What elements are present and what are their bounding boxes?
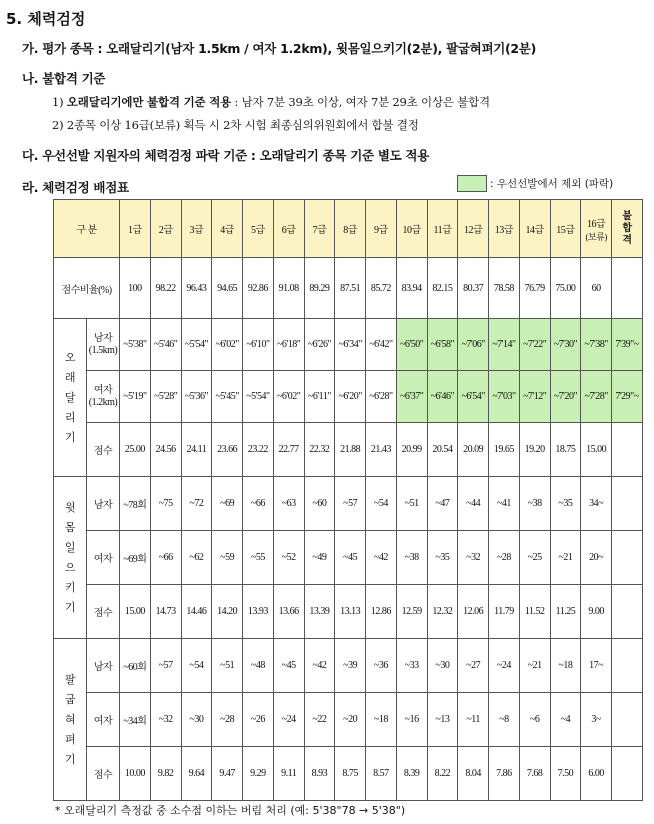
ratio-cell: 94.65 [212,258,243,319]
run-male-label-line: (1.5km) [88,344,118,356]
situp-male-cell: ~41 [489,477,520,531]
situp-male-cell: ~51 [396,477,427,531]
grade16-label: 16급 [587,218,606,230]
run-female-cell: ~7'12" [519,371,550,423]
situp-score-cell: 14.20 [212,585,243,639]
header-grade: 6급 [273,200,304,258]
run-female-cell: ~6'46" [427,371,458,423]
run-score-cell: 20.09 [458,423,489,477]
run-female-cell: ~6'02" [273,371,304,423]
header-fail [612,200,643,258]
ratio-cell [612,258,643,319]
situp-male-cell: ~63 [273,477,304,531]
run-label-char: 리 [64,411,76,424]
pushup-female-cell: ~28 [212,693,243,747]
pushup-label-char: 굽 [64,693,76,706]
ratio-label: 점수비율(%) [54,258,120,319]
header-grade: 15급 [550,200,581,258]
run-female-cell: ~5'36" [181,371,212,423]
pushup-male-cell [612,639,643,693]
pushup-male-cell: ~27 [458,639,489,693]
run-male-cell: ~6'50" [396,319,427,371]
pushup-female-cell: ~11 [458,693,489,747]
pushup-female-cell: ~18 [366,693,397,747]
pushup-score-cell: 9.47 [212,747,243,801]
run-male-cell: ~7'30" [550,319,581,371]
header-grade: 12급 [458,200,489,258]
run-male-cell: ~7'38" [581,319,612,371]
pushup-label-char: 기 [64,753,76,766]
run-female-cell: 7'29"~ [612,371,643,423]
run-score-cell: 15.00 [581,423,612,477]
situp-male-cell: ~66 [243,477,274,531]
section-ra: 라. 체력검정 배점표 [22,180,129,195]
run-label-char: 기 [64,431,76,444]
section-na-title: 나. 불합격 기준 [22,71,106,86]
pushup-score-cell: 9.11 [273,747,304,801]
pushup-male-cell: ~57 [150,639,181,693]
ratio-cell: 98.22 [150,258,181,319]
ratio-cell: 91.08 [273,258,304,319]
run-male-cell: ~7'14" [489,319,520,371]
pushup-female-cell: ~20 [335,693,366,747]
situp-female-cell: ~25 [519,531,550,585]
pushup-score-cell: 8.04 [458,747,489,801]
situp-female-cell: ~62 [181,531,212,585]
run-female-cell: ~6'11" [304,371,335,423]
situp-female-cell: ~59 [212,531,243,585]
run-male-label [87,319,120,371]
situp-female-cell: ~66 [150,531,181,585]
situp-score-label: 점수 [87,585,120,639]
situp-label-char: 기 [64,601,76,614]
section-da: 다. 우선선발 지원자의 체력검정 파락 기준 : 오래달리기 종목 기준 별도 적용 [22,148,429,163]
run-group-label [54,319,87,477]
pushup-score-cell: 7.68 [519,747,550,801]
header-grade: 7급 [304,200,335,258]
situp-male-cell: ~44 [458,477,489,531]
pushup-male-cell: ~51 [212,639,243,693]
pushup-male-cell: ~45 [273,639,304,693]
pushup-male-cell: ~39 [335,639,366,693]
run-score-cell: 19.65 [489,423,520,477]
grade16-sub: (보류) [585,231,607,242]
run-female-cell: ~6'20" [335,371,366,423]
situp-male-cell: ~78회 [120,477,151,531]
run-female-label-line: (1.2km) [88,396,118,408]
situp-female-cell: ~55 [243,531,274,585]
header-grade: 1급 [120,200,151,258]
pushup-score-cell: 8.39 [396,747,427,801]
situp-male-cell: ~60 [304,477,335,531]
situp-male-cell: ~69 [212,477,243,531]
legend-swatch [457,175,487,192]
header-grade: 10급 [396,200,427,258]
situp-female-cell: ~49 [304,531,335,585]
situp-male-cell: ~57 [335,477,366,531]
situp-male-cell: ~75 [150,477,181,531]
score-table [53,199,643,801]
situp-female-cell: ~28 [489,531,520,585]
ratio-cell: 89.29 [304,258,335,319]
situp-score-cell: 9.00 [581,585,612,639]
pushup-female-cell: ~4 [550,693,581,747]
header-grade: 5급 [243,200,274,258]
pushup-male-cell: ~60회 [120,639,151,693]
situp-score-cell: 13.39 [304,585,335,639]
situp-label-char: 키 [64,581,76,594]
pushup-group-label [54,639,87,801]
run-score-cell: 20.54 [427,423,458,477]
page-title: 5. 체력검정 [6,10,86,28]
situp-male-cell: 34~ [581,477,612,531]
na-item-2 [52,117,419,133]
pushup-female-cell: ~34회 [120,693,151,747]
pushup-female-cell: ~13 [427,693,458,747]
situp-male-cell: ~35 [550,477,581,531]
pushup-male-cell: ~18 [550,639,581,693]
situp-score-cell: 13.66 [273,585,304,639]
situp-male-cell: ~38 [519,477,550,531]
run-female-cell: ~5'19" [120,371,151,423]
pushup-male-cell: ~42 [304,639,335,693]
na-item-1-num: 1) [52,95,64,109]
run-male-cell: ~6'34" [335,319,366,371]
legend-text: : 우선선발에서 제외 (파락) [490,178,614,190]
situp-score-cell: 12.86 [366,585,397,639]
ratio-cell: 80.37 [458,258,489,319]
situp-female-cell: ~21 [550,531,581,585]
run-male-cell: ~6'18" [273,319,304,371]
run-female-cell: ~5'54" [243,371,274,423]
pushup-score-cell: 10.00 [120,747,151,801]
run-score-cell: 22.77 [273,423,304,477]
header-grade: 4급 [212,200,243,258]
pushup-female-label: 여자 [87,693,120,747]
situp-female-cell [612,531,643,585]
pushup-female-cell: 3~ [581,693,612,747]
ratio-cell: 92.86 [243,258,274,319]
run-female-cell: ~5'28" [150,371,181,423]
header-grade: 2급 [150,200,181,258]
situp-label-char: 윗 [64,501,76,514]
fail-char: 불 [622,210,632,222]
header-grade: 11급 [427,200,458,258]
situp-female-cell: ~42 [366,531,397,585]
pushup-score-label: 점수 [87,747,120,801]
na-item-1-text: : 남자 7분 39초 이상, 여자 7분 29초 이상은 불합격 [231,95,490,109]
situp-score-cell: 14.46 [181,585,212,639]
situp-female-cell: ~32 [458,531,489,585]
ratio-cell: 83.94 [396,258,427,319]
situp-female-cell: ~52 [273,531,304,585]
situp-female-label: 여자 [87,531,120,585]
run-female-cell: ~6'28" [366,371,397,423]
run-male-label-line: 남자 [93,332,113,344]
pushup-score-cell: 8.75 [335,747,366,801]
run-score-cell: 21.88 [335,423,366,477]
run-female-cell: ~6'54" [458,371,489,423]
ratio-cell: 75.00 [550,258,581,319]
situp-score-cell: 15.00 [120,585,151,639]
run-male-cell: ~6'10" [243,319,274,371]
run-score-cell: 24.56 [150,423,181,477]
situp-score-cell: 11.79 [489,585,520,639]
run-male-cell: ~5'46" [150,319,181,371]
pushup-male-cell: ~33 [396,639,427,693]
run-female-cell: ~5'45" [212,371,243,423]
ratio-cell: 78.58 [489,258,520,319]
pushup-label-char: 혀 [64,713,76,726]
header-grade: 14급 [519,200,550,258]
na-item-2-text: 2종목 이상 16급(보류) 획득 시 2차 시험 최종심의위원회에서 합불 결정 [66,118,419,132]
ratio-cell: 85.72 [366,258,397,319]
situp-score-cell: 13.93 [243,585,274,639]
situp-score-cell: 13.13 [335,585,366,639]
run-score-cell: 20.99 [396,423,427,477]
situp-group-label [54,477,87,639]
situp-male-cell: ~72 [181,477,212,531]
header-grade: 13급 [489,200,520,258]
ratio-cell: 87.51 [335,258,366,319]
footnote: * 오래달리기 측정값 중 소수점 이하는 버림 처리 (예: 5'38"78 → 5'38") [55,804,406,817]
run-male-cell: ~6'26" [304,319,335,371]
pushup-female-cell: ~8 [489,693,520,747]
pushup-male-cell: ~21 [519,639,550,693]
header-category: 구 분 [54,200,120,258]
ratio-cell: 100 [120,258,151,319]
run-female-label [87,371,120,423]
pushup-score-cell [612,747,643,801]
header-grade: 8급 [335,200,366,258]
pushup-score-cell: 6.00 [581,747,612,801]
na-item-1 [52,94,490,110]
pushup-male-cell: ~48 [243,639,274,693]
run-female-cell: ~7'28" [581,371,612,423]
run-score-cell: 25.00 [120,423,151,477]
run-male-cell: 7'39"~ [612,319,643,371]
situp-score-cell [612,585,643,639]
situp-female-cell: ~69회 [120,531,151,585]
header-grade: 3급 [181,200,212,258]
pushup-female-cell: ~6 [519,693,550,747]
pushup-female-cell: ~24 [273,693,304,747]
fail-char: 합 [622,222,632,234]
pushup-male-label: 남자 [87,639,120,693]
situp-male-cell [612,477,643,531]
run-score-cell: 23.66 [212,423,243,477]
run-score-cell: 22.32 [304,423,335,477]
run-score-cell: 21.43 [366,423,397,477]
pushup-score-cell: 8.57 [366,747,397,801]
situp-label-char: 일 [64,541,76,554]
run-male-cell: ~5'54" [181,319,212,371]
run-male-cell: ~7'22" [519,319,550,371]
run-score-cell: 24.11 [181,423,212,477]
pushup-score-cell: 9.82 [150,747,181,801]
situp-label-char: 으 [64,561,76,574]
run-female-cell: ~7'20" [550,371,581,423]
run-label-char: 달 [64,391,76,404]
pushup-male-cell: ~36 [366,639,397,693]
pushup-male-cell: ~24 [489,639,520,693]
pushup-score-cell: 8.93 [304,747,335,801]
run-score-cell: 18.75 [550,423,581,477]
na-item-2-num: 2) [52,118,64,132]
situp-label-char: 몸 [64,521,76,534]
pushup-score-cell: 9.29 [243,747,274,801]
header-grade-16 [581,200,612,258]
pushup-score-cell: 8.22 [427,747,458,801]
pushup-label-char: 팔 [64,673,76,686]
run-male-cell: ~7'06" [458,319,489,371]
pushup-male-cell: 17~ [581,639,612,693]
run-female-cell: ~6'37" [396,371,427,423]
pushup-score-cell: 9.64 [181,747,212,801]
run-score-cell: 23.22 [243,423,274,477]
run-score-label: 점수 [87,423,120,477]
pushup-label-char: 펴 [64,733,76,746]
situp-female-cell: ~35 [427,531,458,585]
situp-score-cell: 12.59 [396,585,427,639]
pushup-female-cell: ~32 [150,693,181,747]
pushup-male-cell: ~54 [181,639,212,693]
run-male-cell: ~6'42" [366,319,397,371]
ratio-cell: 82.15 [427,258,458,319]
run-label-char: 오 [64,351,76,364]
ratio-cell: 76.79 [519,258,550,319]
situp-male-cell: ~47 [427,477,458,531]
header-grade: 9급 [366,200,397,258]
na-item-1-bold: 오래달리기에만 불합격 기준 적용 [66,95,232,109]
run-label-char: 래 [64,371,76,384]
pushup-score-cell: 7.86 [489,747,520,801]
run-male-cell: ~6'58" [427,319,458,371]
situp-score-cell: 11.52 [519,585,550,639]
run-female-cell: ~7'03" [489,371,520,423]
situp-score-cell: 12.32 [427,585,458,639]
pushup-female-cell: ~30 [181,693,212,747]
pushup-female-cell: ~16 [396,693,427,747]
situp-female-cell: 20~ [581,531,612,585]
pushup-female-cell: ~26 [243,693,274,747]
fail-char: 격 [622,234,632,246]
pushup-female-cell: ~22 [304,693,335,747]
pushup-male-cell: ~30 [427,639,458,693]
situp-score-cell: 12.06 [458,585,489,639]
pushup-score-cell: 7.50 [550,747,581,801]
run-male-cell: ~5'38" [120,319,151,371]
run-score-cell: 19.20 [519,423,550,477]
pushup-female-cell [612,693,643,747]
situp-score-cell: 11.25 [550,585,581,639]
ratio-cell: 60 [581,258,612,319]
situp-female-cell: ~38 [396,531,427,585]
run-score-cell [612,423,643,477]
ratio-cell: 96.43 [181,258,212,319]
situp-male-label: 남자 [87,477,120,531]
situp-male-cell: ~54 [366,477,397,531]
situp-female-cell: ~45 [335,531,366,585]
section-ga: 가. 평가 종목 : 오래달리기(남자 1.5km / 여자 1.2km), 윗몸일으키기(2분), 팔굽혀펴기(2분) [22,41,536,56]
situp-score-cell: 14.73 [150,585,181,639]
run-male-cell: ~6'02" [212,319,243,371]
run-female-label-line: 여자 [93,384,113,396]
